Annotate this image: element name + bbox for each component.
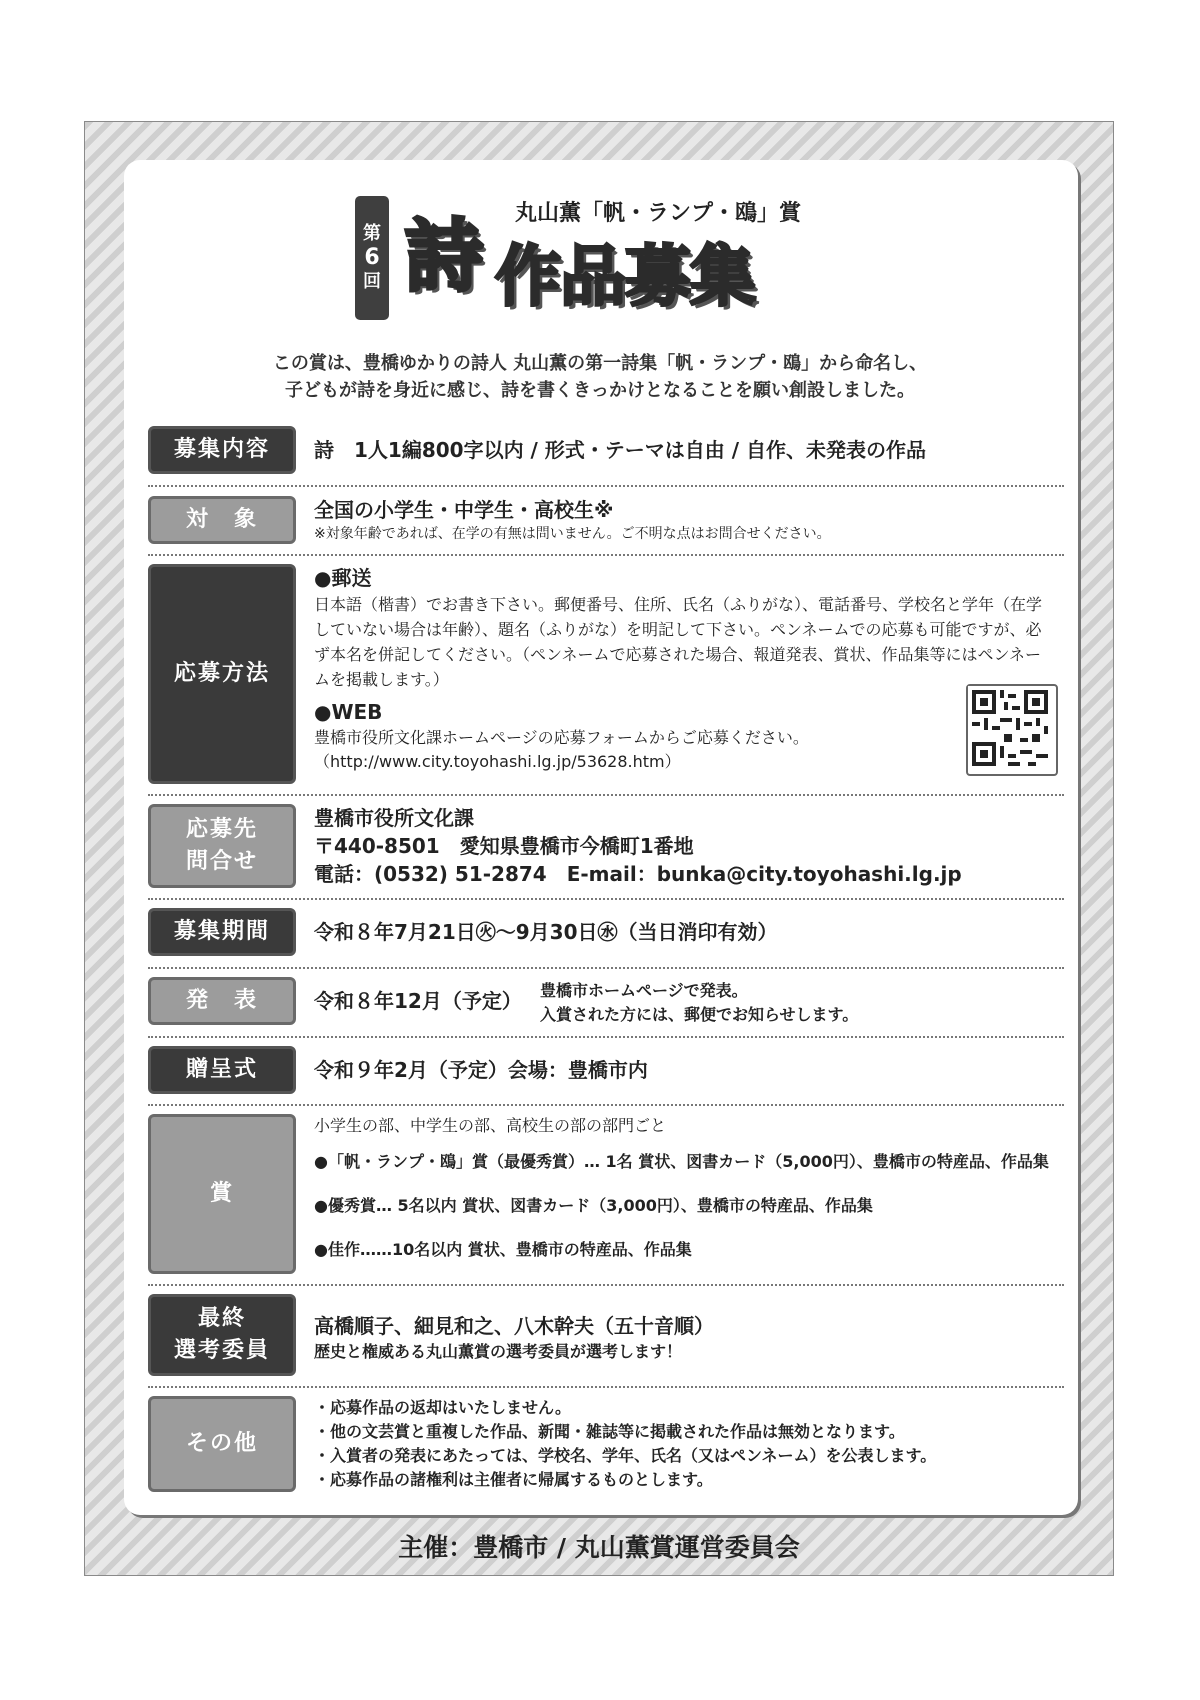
row-prize [148, 1114, 1064, 1274]
divider [148, 898, 1064, 900]
row-content [148, 426, 1064, 474]
divider [148, 794, 1064, 796]
row-target [148, 496, 1064, 544]
divider [148, 1104, 1064, 1106]
row-announce [148, 977, 1064, 1025]
divider [148, 1036, 1064, 1038]
label-prize: 賞 [148, 1114, 296, 1274]
intro-line: 子どもが詩を身近に感じ、詩を書くきっかけとなることを願い創設しました。 [285, 380, 915, 401]
label-method: 応募方法 [148, 564, 296, 784]
intro-line: この賞は、豊橋ゆかりの詩人 丸山薫の第一詩集「帆・ランプ・鴎」から命名し、 [272, 353, 928, 374]
contact-phone-email[interactable]: 電話：(0532) 51-2874 E-mail：bunka@city.toyohashi.lg.jp [314, 862, 962, 886]
prize-item-top: ●「帆・ランプ・鴎」賞（最優秀賞）… 1名 賞状、図書カード（5,000円）、豊橋市の特産品、作品集 [314, 1152, 1049, 1171]
judges-content [314, 1312, 1054, 1364]
divider [148, 1284, 1064, 1286]
other-item: ・応募作品の諸権利は主催者に帰属するものとします。 [314, 1470, 713, 1489]
divider [148, 967, 1064, 969]
label-target: 対 象 [148, 496, 296, 544]
judges-note: 歴史と権威ある丸山薫賞の選考委員が選考します！ [314, 1342, 683, 1361]
label-other: その他 [148, 1396, 296, 1492]
badge-char: 第 [363, 223, 381, 244]
method-content [314, 564, 1044, 774]
badge-number: 6 [364, 245, 380, 270]
label-period: 募集期間 [148, 908, 296, 956]
target-note: ※対象年齢であれば、在学の有無は問いません。ご不明な点はお問合せください。 [314, 526, 831, 542]
period-text: 令和８年7月21日㊋～9月30日㊌（当日消印有効） [314, 920, 778, 944]
web-text: 豊橋市役所文化課ホームページの応募フォームからご応募ください。 [314, 728, 809, 747]
announce-note-line: 豊橋市ホームページで発表。 [540, 981, 748, 1000]
qr-code[interactable] [966, 684, 1058, 776]
label-contact [148, 804, 296, 888]
label-line: 応募先 [185, 817, 258, 842]
divider [148, 554, 1064, 556]
row-contact [148, 804, 1064, 888]
contact-address: 〒440-8501 愛知県豊橋市今橋町1番地 [314, 834, 694, 858]
edition-badge [355, 196, 389, 320]
label-ceremony: 贈呈式 [148, 1046, 296, 1094]
contact-org: 豊橋市役所文化課 [314, 806, 474, 830]
row-judges [148, 1294, 1064, 1376]
prize-item-honorable: ●佳作……10名以内 賞状、豊橋市の特産品、作品集 [314, 1240, 692, 1259]
prize-content [314, 1114, 1054, 1262]
badge-char: 回 [363, 271, 381, 292]
label-content: 募集内容 [148, 426, 296, 474]
other-item: ・応募作品の返却はいたしません。 [314, 1398, 571, 1417]
divider [148, 1386, 1064, 1388]
title-first-char: 詩 [405, 212, 482, 302]
label-line: 最終 [197, 1306, 246, 1331]
title-rest: 作品募集 [495, 238, 755, 315]
qr-code-icon [968, 686, 1052, 770]
row-other [148, 1396, 1064, 1492]
mail-text: 日本語（楷書）でお書き下さい。郵便番号、住所、氏名（ふりがな）、電話番号、学校名と学年（在学していない場合は年齢）、題名（ふりがな）を明記して下さい。ペンネームでの応募も可能ですが、必ず本名を併記してください。（ペンネームで応募された場合、報道発表、賞状、作品集等にはペンネームを掲載します。） [314, 595, 1043, 689]
content-text: 詩 1人1編800字以内 / 形式・テーマは自由 / 自作、未発表の作品 [314, 438, 927, 462]
label-line: 問合せ [185, 849, 258, 874]
prize-item-excellent: ●優秀賞… 5名以内 賞状、図書カード（3,000円）、豊橋市の特産品、作品集 [314, 1196, 873, 1215]
row-method [148, 564, 1064, 784]
intro-text [160, 350, 1040, 404]
divider [148, 485, 1064, 487]
target-content [314, 496, 1054, 544]
other-item: ・入賞者の発表にあたっては、学校名、学年、氏名（又はペンネーム）を公表します。 [314, 1446, 937, 1465]
announce-text: 令和８年12月（予定） [314, 989, 522, 1013]
mail-heading: ●郵送 [314, 566, 372, 590]
row-period [148, 908, 1064, 956]
contact-content [314, 804, 1054, 888]
judges-names: 高橋順子、細見和之、八木幹夫（五十音順） [314, 1314, 714, 1338]
label-judges [148, 1294, 296, 1376]
other-content [314, 1396, 1054, 1492]
award-subtitle: 丸山薫「帆・ランプ・鴎」賞 [515, 201, 802, 226]
ceremony-text: 令和９年2月（予定）会場：豊橋市内 [314, 1058, 648, 1082]
row-ceremony [148, 1046, 1064, 1094]
other-item: ・他の文芸賞と重複した作品、新聞・雑誌等に掲載された作品は無効となります。 [314, 1422, 905, 1441]
web-url[interactable]: （http://www.city.toyohashi.lg.jp/53628.htm） [314, 752, 681, 771]
label-announce: 発 表 [148, 977, 296, 1025]
header [355, 196, 875, 322]
label-line: 選考委員 [173, 1338, 270, 1363]
prize-intro: 小学生の部、中学生の部、高校生の部の部門ごと [314, 1116, 667, 1135]
announce-note [540, 979, 858, 1027]
target-text: 全国の小学生・中学生・高校生※ [314, 498, 614, 522]
web-heading: ●WEB [314, 700, 383, 724]
organizer-footer: 主催：豊橋市 / 丸山薫賞運営委員会 [398, 1533, 800, 1562]
announce-note-line: 入賞された方には、郵便でお知らせします。 [540, 1005, 859, 1024]
